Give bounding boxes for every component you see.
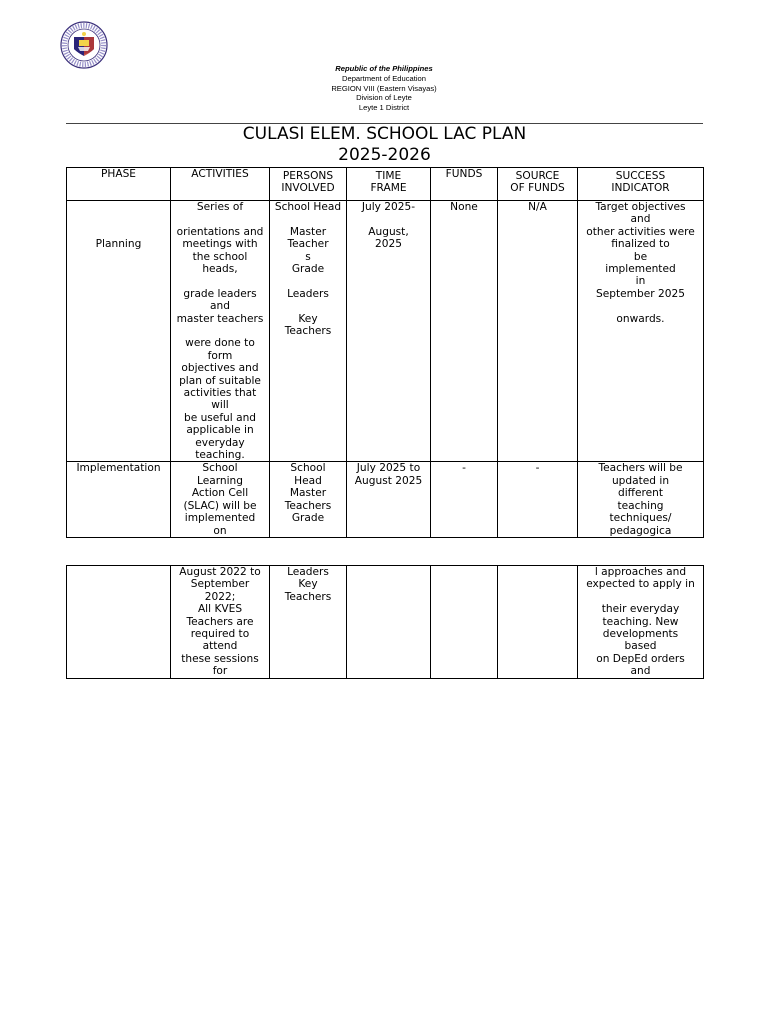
cell-line: and <box>630 665 651 678</box>
letterhead <box>284 64 484 113</box>
cell-line: in <box>635 275 646 288</box>
cell-line: implemented <box>605 263 676 276</box>
cell-line: be useful and <box>183 411 257 424</box>
cell-line: their everyday <box>601 603 680 616</box>
cell-line: Master <box>289 225 327 238</box>
cell-line: for <box>212 665 228 678</box>
cell-line: were done to <box>185 337 255 350</box>
deped-seal-logo <box>60 21 108 69</box>
table-row <box>67 566 704 679</box>
cell-line <box>270 300 346 312</box>
cell-line: applicable in <box>186 424 254 437</box>
persons-cell <box>270 566 347 679</box>
cell-line: August 2022 to <box>179 566 261 578</box>
cell-line: expected to apply in <box>586 578 695 591</box>
cell-line: implemented <box>184 512 256 525</box>
cell-line <box>347 213 430 225</box>
cell-line: August 2025 <box>354 474 423 487</box>
cell-line: FUNDS <box>445 168 483 180</box>
cell-line: September 2025 <box>596 287 685 300</box>
cell-line: Teachers <box>284 325 332 338</box>
cell-line: objectives and <box>181 362 259 375</box>
cell-line <box>171 275 269 287</box>
cell-line: 2022; <box>204 590 236 603</box>
cell-line: Teacher <box>287 238 329 251</box>
indicator-cell <box>578 566 704 679</box>
cell-line: the school <box>192 250 248 263</box>
cell-line <box>67 201 170 213</box>
cell-line: l approaches and <box>594 566 687 578</box>
cell-line: grade leaders <box>183 287 257 300</box>
cell-line <box>67 213 170 225</box>
indicator-cell <box>578 462 704 537</box>
phase-cell <box>67 201 171 462</box>
header-cell-funds <box>431 168 498 201</box>
cell-line: None <box>450 201 478 213</box>
source-cell <box>498 462 578 537</box>
cell-line: Grade <box>291 512 325 525</box>
cell-line: Teachers are <box>186 615 254 628</box>
source-cell <box>498 201 578 462</box>
title-line-2: 2025-2026 <box>338 145 431 165</box>
cell-line: N/A <box>528 201 547 213</box>
cell-line: different <box>618 487 663 500</box>
cell-line: updated in <box>611 474 670 487</box>
time-frame-cell <box>347 462 431 537</box>
cell-line: developments <box>602 628 679 641</box>
funds-cell <box>431 462 498 537</box>
cell-line: everyday <box>195 436 245 449</box>
cell-line: Key <box>298 578 318 591</box>
cell-line: will <box>211 399 229 412</box>
document-title <box>66 124 703 166</box>
cell-line: Grade <box>291 263 325 276</box>
district-line: Leyte 1 District <box>358 103 410 113</box>
activities-cell <box>171 201 270 462</box>
cell-line: School <box>290 462 326 475</box>
cell-line: techniques/ <box>609 512 672 525</box>
cell-line: TIME <box>375 170 402 182</box>
cell-line: s <box>305 250 311 263</box>
header-cell-source <box>498 168 578 201</box>
phase-cell <box>67 566 171 679</box>
cell-line: required to <box>190 628 250 641</box>
cell-line: Key <box>298 312 318 325</box>
cell-line: Planning <box>95 238 142 251</box>
persons-cell <box>270 201 347 462</box>
cell-line: these sessions <box>181 652 259 665</box>
cell-line: based <box>624 640 657 653</box>
cell-line: August, <box>368 225 409 238</box>
cell-line: - <box>462 462 466 475</box>
cell-line: teaching <box>617 499 664 512</box>
cell-line <box>270 213 346 225</box>
cell-line: master teachers <box>176 312 264 325</box>
cell-line: - <box>535 462 540 475</box>
cell-line: and <box>210 300 230 313</box>
header-cell-phase <box>67 168 171 201</box>
funds-cell <box>431 566 498 679</box>
cell-line: PHASE <box>100 168 137 180</box>
cell-line: be <box>633 250 648 263</box>
activities-cell <box>171 566 270 679</box>
cell-line <box>578 591 703 603</box>
cell-line: attend <box>202 640 238 653</box>
title-line-1: CULASI ELEM. SCHOOL LAC PLAN <box>242 124 527 144</box>
cell-line: Series of <box>196 201 244 213</box>
time-frame-cell <box>347 566 431 679</box>
region-line: REGION VIII (Eastern Visayas) <box>331 83 437 93</box>
phase-cell <box>67 462 171 537</box>
department-line: Department of Education <box>341 73 426 83</box>
cell-line <box>578 300 703 312</box>
cell-line: All KVES <box>197 603 243 616</box>
cell-line: other activities were <box>586 225 695 238</box>
cell-line: Teachers will be <box>598 462 683 475</box>
time-frame-cell <box>347 201 431 462</box>
cell-line: orientations and <box>176 225 264 238</box>
header-cell-activities <box>171 168 270 201</box>
persons-cell <box>270 462 347 537</box>
cell-line: Teachers <box>284 499 332 512</box>
cell-line: Master <box>289 487 327 500</box>
cell-line <box>171 213 269 225</box>
cell-line: INDICATOR <box>611 182 670 195</box>
cell-line: pedagogica <box>609 524 672 537</box>
cell-line: onwards. <box>616 312 665 325</box>
cell-line: ACTIVITIES <box>191 168 249 180</box>
cell-line: Implementation <box>76 462 161 475</box>
table-row <box>67 462 704 537</box>
cell-line <box>270 275 346 287</box>
cell-line: OF FUNDS <box>510 182 565 195</box>
cell-line: School <box>202 462 238 475</box>
cell-line: 2025 <box>375 238 402 251</box>
header-cell-persons <box>270 168 347 201</box>
table-header-row <box>67 168 704 201</box>
cell-line: Leaders <box>287 287 329 300</box>
cell-line: September <box>190 578 250 591</box>
cell-line: Teachers <box>284 590 332 603</box>
cell-line: SUCCESS <box>615 170 666 182</box>
cell-line: finalized to <box>611 238 670 251</box>
cell-line: on <box>213 524 227 537</box>
table-row <box>67 201 704 462</box>
cell-line: heads, <box>202 263 238 276</box>
header-cell-indicator <box>578 168 704 201</box>
cell-line: teaching. New <box>602 615 679 628</box>
cell-line: Head <box>294 474 322 487</box>
cell-line <box>67 226 170 238</box>
funds-cell <box>431 201 498 462</box>
cell-line: July 2025 to <box>356 462 421 475</box>
division-line: Division of Leyte <box>356 93 412 103</box>
republic-line: Republic of the Philippines <box>335 64 433 73</box>
lac-plan-table-continued <box>66 565 704 679</box>
cell-line: and <box>630 213 651 226</box>
source-cell <box>498 566 578 679</box>
cell-line: Leaders <box>287 566 329 578</box>
cell-line: (SLAC) will be <box>183 499 257 512</box>
indicator-cell <box>578 201 704 462</box>
cell-line: Learning <box>197 474 243 487</box>
lac-plan-table <box>66 167 704 538</box>
activities-cell <box>171 462 270 537</box>
cell-line <box>171 325 269 337</box>
cell-line: Target objectives <box>595 201 686 213</box>
cell-line: FRAME <box>370 182 407 195</box>
cell-line: plan of suitable <box>179 374 261 387</box>
cell-line: activities that <box>183 387 257 400</box>
cell-line: INVOLVED <box>281 182 335 195</box>
cell-line: teaching. <box>195 449 245 462</box>
cell-line: Action Cell <box>191 487 249 500</box>
cell-line: meetings with <box>182 238 258 251</box>
cell-line: on DepEd orders <box>596 652 685 665</box>
cell-line: form <box>207 349 233 362</box>
cell-line: PERSONS <box>282 170 334 182</box>
cell-line: SOURCE <box>515 170 560 182</box>
cell-line: July 2025- <box>361 201 416 213</box>
cell-line: School Head <box>274 201 342 213</box>
header-cell-time <box>347 168 431 201</box>
